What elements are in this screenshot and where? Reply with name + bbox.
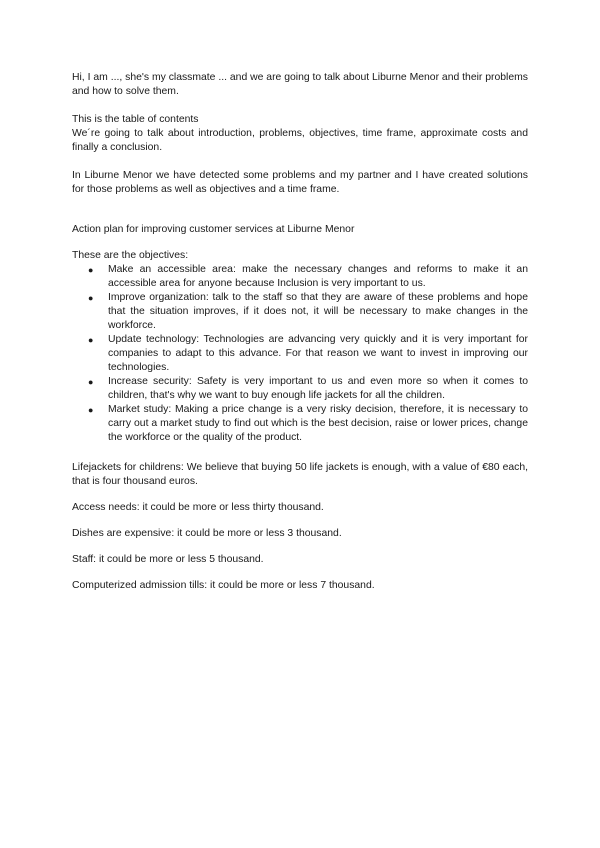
objective-text: Increase security: Safety is very important to us and even more so when it comes to children, that's why we want to buy enough life jackets for all the children. [108,376,528,401]
objectives-heading: These are the objectives: [72,250,189,261]
bullet-icon: ● [88,293,94,303]
list-item [72,375,528,403]
objective-text: Update technology: Technologies are advancing very quickly and it is very important for companies to adapt to this advance. For that reason we want to invest in improving our technologies. [108,334,528,373]
cost-access: Access needs: it could be more or less thirty thousand. [72,502,324,513]
cost-tills: Computerized admission tills: it could be more or less 7 thousand. [72,580,375,591]
intro-paragraph: Hi, I am ..., she's my classmate ... and we are going to talk about Liburne Menor and their problems and how to solve them. [72,72,528,97]
cost-dishes: Dishes are expensive: it could be more or less 3 thousand. [72,528,342,539]
toc-paragraph: We´re going to talk about introduction, problems, objectives, time frame, approximate costs and finally a conclusion. [72,128,528,153]
document-page [72,71,528,593]
objectives-list [72,263,528,445]
bullet-icon: ● [88,405,94,415]
cost-lifejackets: Lifejackets for childrens: We believe that buying 50 life jackets is enough, with a value of €80 each, that is four thousand euros. [72,462,528,487]
toc-heading: This is the table of contents [72,114,199,125]
bullet-icon: ● [88,335,94,345]
action-plan-title: Action plan for improving customer services at Liburne Menor [72,224,355,235]
bullet-icon: ● [88,377,94,387]
objective-text: Make an accessible area: make the necessary changes and reforms to make it an accessible area for anyone because Inclusion is very important to us. [108,264,528,289]
objective-text: Market study: Making a price change is a very risky decision, therefore, it is necessary to carry out a market study to find out which is the best decision, raise or lower prices, change the workforce or the quality of the product. [108,404,528,443]
problems-paragraph: In Liburne Menor we have detected some problems and my partner and I have created solutions for those problems as well as objectives and a time frame. [72,170,528,195]
bullet-icon: ● [88,265,94,275]
list-item [72,291,528,333]
objective-text: Improve organization: talk to the staff so that they are aware of these problems and hope that the situation improves, if it does not, it will be necessary to make changes in the workforce. [108,292,528,331]
cost-staff: Staff: it could be more or less 5 thousand. [72,554,264,565]
list-item [72,263,528,291]
list-item [72,333,528,375]
list-item [72,403,528,445]
